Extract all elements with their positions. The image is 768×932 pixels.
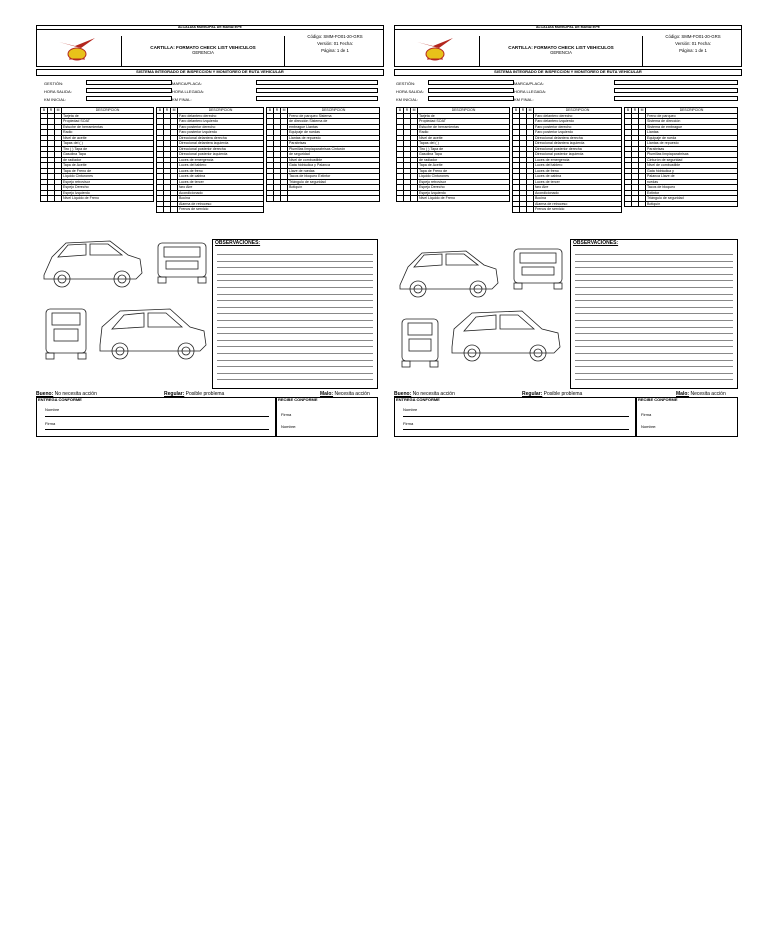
item-description: Alarma de retroceso	[534, 201, 622, 207]
observation-line[interactable]	[217, 294, 373, 295]
item-description: Luces del tablero	[178, 163, 264, 169]
rating-checkbox[interactable]	[41, 196, 48, 202]
header-m: M	[639, 108, 646, 114]
item-description: Nivel de combustible	[646, 163, 738, 169]
item-description: Tacos de bloqueo	[646, 185, 738, 191]
item-description: Extintor	[646, 190, 738, 196]
header-desc: DESCRIPCION	[62, 108, 154, 114]
header-b: B	[157, 108, 164, 114]
header-m: M	[171, 108, 178, 114]
header-m: M	[55, 108, 62, 114]
observation-line[interactable]	[575, 320, 733, 321]
header-box	[36, 25, 384, 67]
observation-line[interactable]	[575, 353, 733, 354]
gestion-label: GESTIÓN:	[396, 81, 416, 86]
entrega-firma-label: Firma	[45, 421, 56, 426]
header-b: B	[267, 108, 274, 114]
header-m: M	[281, 108, 288, 114]
item-description: Acondicionado	[178, 190, 264, 196]
observation-line[interactable]	[217, 373, 373, 374]
item-description: Plumillas limpiaparabrisas Cinturón	[288, 146, 380, 152]
rating-checkbox[interactable]	[527, 207, 534, 213]
header-r: R	[404, 108, 411, 114]
km-inicial-label: KM INICIAL:	[396, 97, 419, 102]
item-description: Llantas de repuesto	[646, 141, 738, 147]
item-description: Estuche de herramientas	[62, 124, 154, 130]
km-inicial-label: KM INICIAL:	[44, 97, 67, 102]
observation-line[interactable]	[217, 261, 373, 262]
item-description: Propiedad SOAT	[62, 119, 154, 125]
rating-checkbox[interactable]	[157, 207, 164, 213]
item-description: Direccional delantera izquierda	[534, 141, 622, 147]
legend-regular: Regular: Posible problema	[164, 391, 225, 397]
item-description: Espejo Izquierdo	[62, 190, 154, 196]
rating-checkbox[interactable]	[281, 196, 288, 202]
header-r: R	[520, 108, 527, 114]
header-b: B	[41, 108, 48, 114]
observaciones-box[interactable]	[212, 239, 378, 389]
item-description: faro Aire	[534, 185, 622, 191]
observation-line[interactable]	[575, 267, 733, 268]
item-description: Tapa de Freno de	[418, 168, 510, 174]
header-desc: DESCRIPCION	[418, 108, 510, 114]
item-description: Direccional posterior izquierda	[534, 152, 622, 158]
observation-line[interactable]	[575, 261, 733, 262]
item-description: Tapas del ( )	[418, 141, 510, 147]
item-description: Llantas	[646, 130, 738, 136]
recibe-label: RECIBE CONFORME	[638, 397, 678, 402]
observation-line[interactable]	[217, 267, 373, 268]
item-description: Direccional posterior derecha	[534, 146, 622, 152]
item-description: Liquido Cinturones	[62, 174, 154, 180]
item-description: Tiro ( ) Tapa de	[62, 146, 154, 152]
item-description: Estuche de herramientas	[418, 124, 510, 130]
form-page: Página: 1 de 1	[321, 48, 349, 53]
observaciones-label: OBSERVACIONES:	[573, 240, 619, 246]
observation-line[interactable]	[217, 360, 373, 361]
observation-line[interactable]	[217, 327, 373, 328]
form-title: CARTILLA: FORMATO CHECK LIST VEHICULOS	[150, 45, 256, 50]
item-description: Equipaje de rueda	[646, 135, 738, 141]
hora-salida-field[interactable]	[428, 88, 514, 93]
item-description: faro Aire	[178, 185, 264, 191]
hora-salida-label: HORA SALIDA:	[396, 89, 424, 94]
item-description: Freno de parqueo	[646, 113, 738, 119]
item-description: Direccional delantera derecha	[534, 135, 622, 141]
observation-line[interactable]	[575, 379, 733, 380]
recibe-box	[276, 397, 378, 437]
gestion-field[interactable]	[86, 80, 172, 85]
form-subtitle: GERENCIA	[192, 50, 214, 55]
hora-salida-label: HORA SALIDA:	[44, 89, 72, 94]
gestion-label: GESTIÓN:	[44, 81, 64, 86]
marca-placa-label: MARCA/PLACA:	[172, 81, 202, 86]
table-row	[157, 207, 264, 213]
checklist-table-3	[624, 107, 738, 207]
observation-line[interactable]	[217, 379, 373, 380]
gestion-field[interactable]	[428, 80, 514, 85]
vehicle-diagram	[40, 235, 210, 385]
recibe-label: RECIBE CONFORME	[278, 397, 318, 402]
observation-line[interactable]	[575, 366, 733, 367]
form-title: CARTILLA: FORMATO CHECK LIST VEHICULOS	[508, 45, 614, 50]
item-description: Espejo retrovisor	[62, 179, 154, 185]
item-description: Luces de freno	[178, 168, 264, 174]
item-description: Espejo Derecho	[62, 185, 154, 191]
rating-checkbox[interactable]	[164, 207, 171, 213]
entrega-box	[36, 397, 276, 437]
form-page: Página: 1 de 1	[679, 48, 707, 53]
entrega-nombre-line[interactable]	[403, 416, 629, 417]
item-description: Radio	[62, 130, 154, 136]
item-description: Espejo retrovisor	[418, 179, 510, 185]
rating-checkbox[interactable]	[267, 196, 274, 202]
item-description: Luces de emergencia	[534, 157, 622, 163]
observation-line[interactable]	[575, 373, 733, 374]
header-r: R	[632, 108, 639, 114]
legend-malo: Malo: Necesita acción	[320, 391, 370, 397]
entrega-firma-line[interactable]	[45, 429, 269, 430]
item-description: Bocina	[178, 196, 264, 202]
municipal-logo-icon	[413, 32, 457, 64]
form-subtitle: GERENCIA	[550, 50, 572, 55]
entrega-label: ENTREGA CONFORME	[38, 397, 82, 402]
legend-bueno: Bueno: No necesita acción	[36, 391, 97, 397]
item-description: Direccional posterior derecha	[178, 146, 264, 152]
item-description: Llantas de repuesto	[288, 135, 380, 141]
header-b: B	[513, 108, 520, 114]
item-description: Nivel de aceite	[62, 135, 154, 141]
recibe-firma-label: Firma	[281, 412, 292, 417]
observation-line[interactable]	[217, 346, 373, 347]
item-description: Nivel Liquido de Freno	[418, 196, 510, 202]
section-title-box	[36, 69, 384, 76]
table-row	[267, 196, 380, 202]
form-code: Código: SMM-FO01-20-GRS	[665, 34, 721, 39]
item-description: Faro delantero izquierdo	[178, 119, 264, 125]
rating-checkbox[interactable]	[639, 201, 646, 207]
item-description: Equipaje de ruedas	[288, 130, 380, 136]
checklist-form-left	[36, 25, 384, 437]
header-desc: DESCRIPCION	[646, 108, 738, 114]
item-description: Radio	[418, 130, 510, 136]
item-description: Faro delantero izquierdo	[534, 119, 622, 125]
observation-line[interactable]	[217, 340, 373, 341]
hora-llegada-field[interactable]	[614, 88, 738, 93]
rating-checkbox[interactable]	[625, 201, 632, 207]
checklist-form-right	[394, 25, 742, 437]
checklist-table-2	[156, 107, 264, 213]
item-description: Botiquín	[288, 185, 380, 191]
recibe-nombre-label: Nombre:	[281, 424, 297, 429]
header-desc: DESCRIPCION	[534, 108, 622, 114]
item-description: Acondicionado	[534, 190, 622, 196]
legend-malo: Malo: Necesita acción	[676, 391, 726, 397]
item-description: Bocina	[534, 196, 622, 202]
section-title-box	[394, 69, 742, 76]
item-description: Luces de cabina	[534, 174, 622, 180]
item-description: Gata hidráulica y Palanca	[288, 163, 380, 169]
entrega-nombre-line[interactable]	[45, 416, 269, 417]
observation-line[interactable]	[217, 287, 373, 288]
observation-line[interactable]	[575, 294, 733, 295]
table-row	[41, 196, 154, 202]
rating-checkbox[interactable]	[274, 196, 281, 202]
item-description: Parabrisas	[646, 146, 738, 152]
observation-line[interactable]	[575, 327, 733, 328]
item-description: Tiro ( ) Tapa de	[418, 146, 510, 152]
entrega-firma-line[interactable]	[403, 429, 629, 430]
table-row	[397, 196, 510, 202]
checklist-table-1	[40, 107, 154, 202]
org-name: ALCALDIA MUNICIPAL DE MANATEPE	[37, 25, 383, 30]
item-description: Sistema de embrague	[646, 124, 738, 130]
vehicle-diagram	[396, 235, 568, 385]
entrega-label: ENTREGA CONFORME	[396, 397, 440, 402]
item-description: Botiquín	[646, 201, 738, 207]
observation-line[interactable]	[575, 313, 733, 314]
header-r: R	[274, 108, 281, 114]
hora-llegada-label: HORA LLEGADA:	[514, 89, 547, 94]
item-description: de radiador	[62, 157, 154, 163]
municipal-logo-icon	[55, 32, 99, 64]
observation-line[interactable]	[217, 300, 373, 301]
km-final-field[interactable]	[256, 96, 378, 101]
entrega-nombre-label: Nombre	[45, 407, 60, 412]
km-final-field[interactable]	[614, 96, 738, 101]
table-row	[625, 201, 738, 207]
item-description: Luces del tablero	[534, 163, 622, 169]
header-b: B	[625, 108, 632, 114]
observation-line[interactable]	[217, 274, 373, 275]
observation-line[interactable]	[575, 346, 733, 347]
item-description: Frenos de servicio	[534, 207, 622, 213]
observaciones-label: OBSERVACIONES:	[215, 240, 261, 246]
observaciones-box[interactable]	[570, 239, 738, 389]
entrega-firma-label: Firma	[403, 421, 414, 426]
form-code: Código: SMM-FO01-20-GRS	[307, 34, 363, 39]
observation-line[interactable]	[575, 360, 733, 361]
rating-checkbox[interactable]	[404, 196, 411, 202]
item-description: Faro posterior derecho	[178, 124, 264, 130]
item-description: Espejo Izquierdo	[418, 190, 510, 196]
observation-line[interactable]	[217, 320, 373, 321]
observation-line[interactable]	[217, 280, 373, 281]
observation-line[interactable]	[575, 340, 733, 341]
observation-line[interactable]	[217, 366, 373, 367]
item-description: Gasolina Tapa	[418, 152, 510, 158]
item-description: Direccional delantera derecha	[178, 135, 264, 141]
item-description: Tapa de Freno de	[62, 168, 154, 174]
rating-checkbox[interactable]	[48, 196, 55, 202]
header-desc: DESCRIPCION	[288, 108, 380, 114]
item-description: Llave de ruedas	[288, 168, 380, 174]
item-description: Tapa de Aceite	[62, 163, 154, 169]
observation-line[interactable]	[575, 300, 733, 301]
item-description: Faro posterior izquierdo	[178, 130, 264, 136]
rating-checkbox[interactable]	[520, 207, 527, 213]
checklist-table-3	[266, 107, 380, 202]
item-description: Nivel de combustible	[288, 157, 380, 163]
item-description: Frenos de servicio	[178, 207, 264, 213]
item-description: embrague Llantas	[288, 124, 380, 130]
checklist-table-2	[512, 107, 622, 213]
rating-checkbox[interactable]	[55, 196, 62, 202]
item-description: Faro delantero derecho	[534, 113, 622, 119]
km-final-label: KM FINAL:	[172, 97, 192, 102]
item-description: Triángulo de seguridad	[646, 196, 738, 202]
item-description: Espejo Derecho	[418, 185, 510, 191]
header-box	[394, 25, 742, 67]
marca-placa-field[interactable]	[614, 80, 738, 85]
item-description: Parabrisas	[288, 141, 380, 147]
item-description: Propiedad SOAT	[418, 119, 510, 125]
item-description: Direccional delantera izquierda	[178, 141, 264, 147]
form-version: Versión: 01 Fecha:	[675, 41, 711, 46]
item-description: Tarjeta de	[418, 113, 510, 119]
observation-line[interactable]	[575, 333, 733, 334]
observation-line[interactable]	[217, 254, 373, 255]
item-description: de radiador	[418, 157, 510, 163]
item-description: Gasolina Tapa	[62, 152, 154, 158]
rating-checkbox[interactable]	[411, 196, 418, 202]
observation-line[interactable]	[217, 333, 373, 334]
item-description: Palanca Llave de	[646, 174, 738, 180]
item-description: de dirección Sistema de	[288, 119, 380, 125]
item-description: de seguridad	[288, 152, 380, 158]
section-title: SISTEMA INTEGRADO DE INSPECCIÓN Y MONITOREO DE RUTA VEHICULAR	[136, 69, 284, 74]
legend-bueno: Bueno: No necesita acción	[394, 391, 455, 397]
item-description: Direccional posterior izquierda	[178, 152, 264, 158]
item-description: Luces de tercer	[178, 179, 264, 185]
entrega-nombre-label: Nombre	[403, 407, 418, 412]
item-description: Nivel de aceite	[418, 135, 510, 141]
observation-line[interactable]	[575, 287, 733, 288]
item-description: Tapa de Aceite	[418, 163, 510, 169]
item-description: Faro posterior izquierdo	[534, 130, 622, 136]
header-m: M	[527, 108, 534, 114]
observation-line[interactable]	[217, 353, 373, 354]
org-name: ALCALDIA MUNICIPAL DE MANATEPE	[395, 25, 741, 30]
observation-line[interactable]	[575, 274, 733, 275]
header-m: M	[411, 108, 418, 114]
form-version: Versión: 01 Fecha:	[317, 41, 353, 46]
item-description: Alarma de retroceso	[178, 201, 264, 207]
item-description: Gata hidráulica y	[646, 168, 738, 174]
item-description: Tacos de bloqueo Extintor	[288, 174, 380, 180]
item-description: Luces de emergencia	[178, 157, 264, 163]
item-description: Plumillas limpiaparabrisas	[646, 152, 738, 158]
item-description: Freno de parqueo Sistema	[288, 113, 380, 119]
section-title: SISTEMA INTEGRADO DE INSPECCIÓN Y MONITOREO DE RUTA VEHICULAR	[494, 69, 642, 74]
item-description: Cinturón de seguridad	[646, 157, 738, 163]
km-final-label: KM FINAL:	[514, 97, 534, 102]
observation-line[interactable]	[217, 307, 373, 308]
table-row	[513, 207, 622, 213]
item-description: ruedas	[646, 179, 738, 185]
header-r: R	[48, 108, 55, 114]
marca-placa-field[interactable]	[256, 80, 378, 85]
hora-llegada-field[interactable]	[256, 88, 378, 93]
item-description: Faro delantero derecho	[178, 113, 264, 119]
recibe-box	[636, 397, 738, 437]
recibe-nombre-label: Nombre:	[641, 424, 657, 429]
km-inicial-field[interactable]	[428, 96, 514, 101]
header-r: R	[164, 108, 171, 114]
item-description: Faro posterior derecho	[534, 124, 622, 130]
marca-placa-label: MARCA/PLACA:	[514, 81, 544, 86]
header-desc: DESCRIPCION	[178, 108, 264, 114]
header-b: B	[397, 108, 404, 114]
checklist-table-1	[396, 107, 510, 202]
observation-line[interactable]	[217, 313, 373, 314]
item-description: Nivel Liquido de Freno	[62, 196, 154, 202]
hora-llegada-label: HORA LLEGADA:	[172, 89, 205, 94]
hora-salida-field[interactable]	[86, 88, 172, 93]
item-description: Sistema de dirección	[646, 119, 738, 125]
item-description: Tapas del ( )	[62, 141, 154, 147]
observation-line[interactable]	[575, 280, 733, 281]
item-description	[288, 196, 380, 202]
item-description: Luces de cabina	[178, 174, 264, 180]
rating-checkbox[interactable]	[171, 207, 178, 213]
observation-line[interactable]	[575, 254, 733, 255]
item-description: Luces de freno	[534, 168, 622, 174]
item-description: Liquido Cinturones	[418, 174, 510, 180]
recibe-firma-label: Firma	[641, 412, 652, 417]
rating-checkbox[interactable]	[513, 207, 520, 213]
observation-line[interactable]	[575, 307, 733, 308]
legend-regular: Regular: Posible problema	[522, 391, 583, 397]
entrega-box	[394, 397, 636, 437]
km-inicial-field[interactable]	[86, 96, 172, 101]
rating-checkbox[interactable]	[632, 201, 639, 207]
item-description: Tarjeta de	[62, 113, 154, 119]
item-description: Triángulo de seguridad	[288, 179, 380, 185]
rating-checkbox[interactable]	[397, 196, 404, 202]
item-description: Luces de tercer	[534, 179, 622, 185]
